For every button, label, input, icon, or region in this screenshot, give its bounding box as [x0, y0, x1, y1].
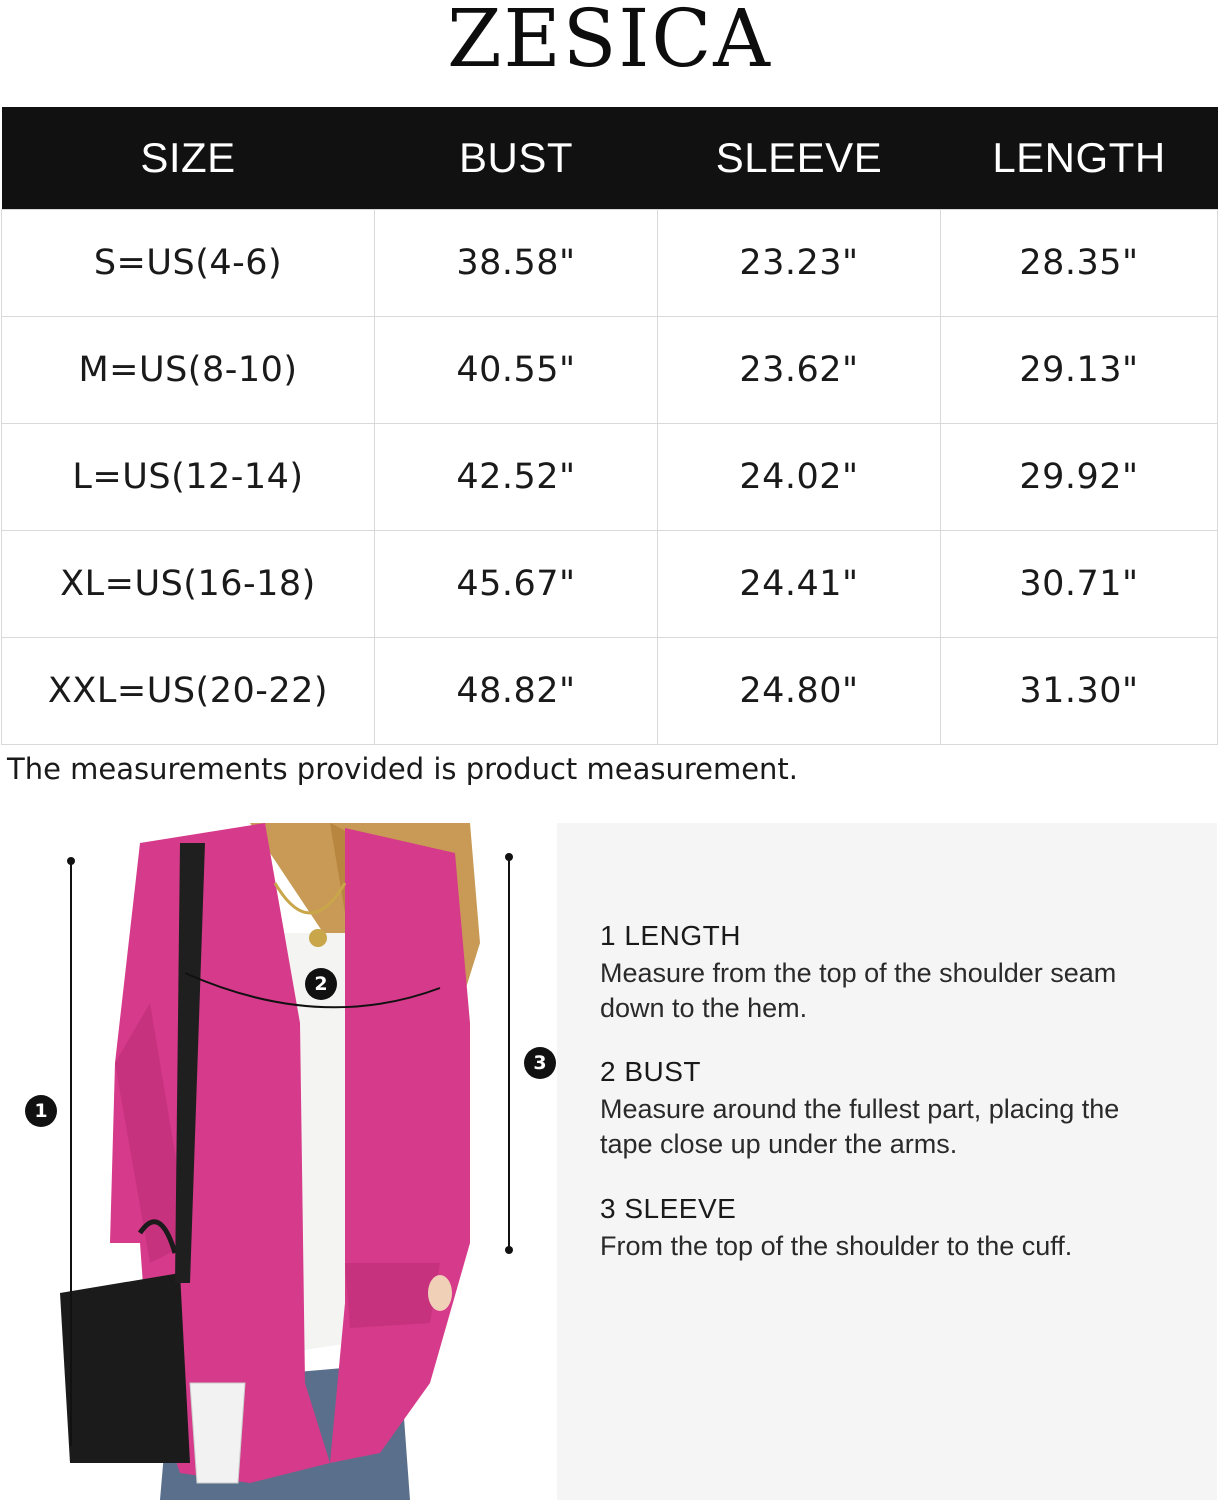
cell-bust: 40.55" — [375, 317, 658, 424]
measure-guide-panel — [557, 823, 1217, 1500]
cell-bust: 42.52" — [375, 424, 658, 531]
cell-sleeve: 24.41" — [658, 531, 941, 638]
table-row — [2, 210, 1218, 317]
length-measure-line — [70, 861, 72, 1446]
cell-size: XXL=US(20-22) — [2, 638, 375, 745]
guide-bust-title: 2 BUST — [600, 1056, 702, 1087]
cell-length: 29.13" — [941, 317, 1218, 424]
cell-size: L=US(12-14) — [2, 424, 375, 531]
table-row — [2, 638, 1218, 745]
header-length: LENGTH — [941, 107, 1218, 210]
header-bust: BUST — [375, 107, 658, 210]
model-photo — [0, 823, 560, 1500]
cardigan-illustration — [0, 823, 560, 1500]
cell-bust: 45.67" — [375, 531, 658, 638]
cell-length: 28.35" — [941, 210, 1218, 317]
measurement-note: The measurements provided is product measurement. — [7, 752, 799, 786]
brand-logo: ZESICA — [447, 0, 772, 85]
table-row — [2, 424, 1218, 531]
sleeve-measure-line — [508, 857, 510, 1250]
guide-length — [600, 920, 1120, 1026]
guide-sleeve — [600, 1193, 1180, 1264]
header-size: SIZE — [2, 107, 375, 210]
cell-size: XL=US(16-18) — [2, 531, 375, 638]
marker-length: 1 — [25, 1095, 57, 1127]
guide-sleeve-title: 3 SLEEVE — [600, 1193, 737, 1224]
cell-size: S=US(4-6) — [2, 210, 375, 317]
table-header-row — [2, 107, 1218, 210]
cell-size: M=US(8-10) — [2, 317, 375, 424]
marker-bust: 2 — [305, 968, 337, 1000]
size-chart-table — [1, 107, 1218, 745]
guide-bust-text: Measure around the fullest part, placing the tape close up under the arms. — [600, 1094, 1120, 1159]
guide-length-title: 1 LENGTH — [600, 920, 741, 951]
sleeve-bottom-dot — [505, 1246, 513, 1254]
sleeve-top-dot — [505, 853, 513, 861]
cell-bust: 38.58" — [375, 210, 658, 317]
cell-length: 29.92" — [941, 424, 1218, 531]
header-sleeve: SLEEVE — [658, 107, 941, 210]
cell-sleeve: 24.02" — [658, 424, 941, 531]
table-row — [2, 531, 1218, 638]
cell-length: 30.71" — [941, 531, 1218, 638]
cell-sleeve: 23.62" — [658, 317, 941, 424]
table-row — [2, 317, 1218, 424]
length-top-dot — [67, 857, 75, 865]
cell-sleeve: 23.23" — [658, 210, 941, 317]
guide-bust — [600, 1056, 1160, 1162]
guide-length-text: Measure from the top of the shoulder seam down to the hem. — [600, 958, 1117, 1023]
marker-sleeve: 3 — [524, 1047, 556, 1079]
cell-bust: 48.82" — [375, 638, 658, 745]
cell-sleeve: 24.80" — [658, 638, 941, 745]
cell-length: 31.30" — [941, 638, 1218, 745]
guide-sleeve-text: From the top of the shoulder to the cuff. — [600, 1231, 1073, 1261]
